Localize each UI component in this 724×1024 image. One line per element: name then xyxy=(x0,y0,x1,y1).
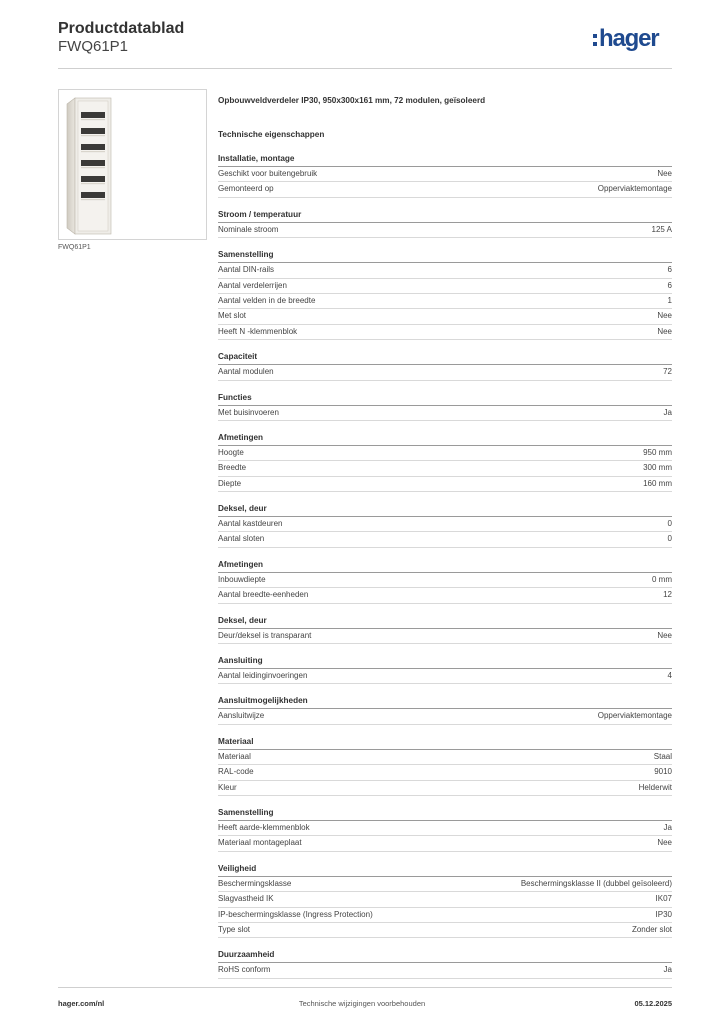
footer-notice: Technische wijzigingen voorbehouden xyxy=(298,999,426,1008)
spec-row xyxy=(218,781,672,796)
spec-key: Geschikt voor buitengebruik xyxy=(218,169,318,178)
spec-value: 1 xyxy=(667,295,672,305)
spec-key: Aantal breedte-eenheden xyxy=(218,590,309,600)
logo-dots-icon xyxy=(593,34,597,50)
spec-group-title: Deksel, deur xyxy=(218,504,672,517)
spec-group-title: Capaciteit xyxy=(218,352,672,365)
product-image-frame xyxy=(58,89,207,240)
spec-row xyxy=(218,629,672,644)
document-title: Productdatablad xyxy=(58,20,185,37)
spec-value: Ja xyxy=(663,965,672,975)
spec-value: Helderwit xyxy=(638,782,672,792)
spec-group-title: Aansluiting xyxy=(218,656,672,669)
spec-value: 0 xyxy=(667,519,672,529)
spec-row xyxy=(218,709,672,724)
spec-group-title: Afmetingen xyxy=(218,433,672,446)
spec-key: Heeft N -klemmenblok xyxy=(218,326,298,336)
spec-value: 72 xyxy=(663,367,672,377)
spec-row xyxy=(218,477,672,492)
spec-value: Nee xyxy=(657,838,672,848)
spec-value: 9010 xyxy=(654,767,672,777)
spec-value: Beschermingsklasse II (dubbel geïsoleerd) xyxy=(520,878,672,888)
spec-key: Aantal modulen xyxy=(218,367,274,377)
spec-row xyxy=(218,892,672,907)
spec-row xyxy=(218,821,672,836)
spec-key: Deur/deksel is transparant xyxy=(218,630,312,640)
spec-row xyxy=(218,309,672,324)
spec-row xyxy=(218,279,672,294)
spec-row xyxy=(218,750,672,765)
spec-row xyxy=(218,517,672,532)
spec-key: Beschermingsklasse xyxy=(218,878,292,888)
spec-key: Materiaal xyxy=(218,751,251,761)
spec-row xyxy=(218,182,672,197)
spec-key: Diepte xyxy=(218,478,242,488)
spec-row xyxy=(218,573,672,588)
spec-value: 0 mm xyxy=(652,574,672,584)
spec-group-title: Materiaal xyxy=(218,737,672,750)
spec-key: RoHS conform xyxy=(218,965,271,975)
product-image-label: FWQ61P1 xyxy=(58,244,91,251)
spec-key: Met slot xyxy=(218,311,247,321)
spec-key: Aantal kastdeuren xyxy=(218,519,283,529)
spec-value: 4 xyxy=(667,671,672,681)
spec-row xyxy=(218,294,672,309)
spec-key: Type slot xyxy=(218,924,251,934)
spec-key: Nominale stroom xyxy=(218,224,279,234)
spec-key: Aantal sloten xyxy=(218,534,265,544)
spec-key: Aantal verdelerrijen xyxy=(218,280,287,290)
spec-value: Staal xyxy=(653,751,672,761)
spec-value: 12 xyxy=(663,590,672,600)
spec-key: Met buisinvoeren xyxy=(218,407,279,417)
spec-row xyxy=(218,223,672,238)
spec-value: Ja xyxy=(663,407,672,417)
spec-value: Ja xyxy=(663,822,672,832)
spec-value: 125 A xyxy=(651,224,672,234)
spec-key: Inbouwdiepte xyxy=(218,574,266,584)
spec-row xyxy=(218,167,672,182)
spec-value: Nee xyxy=(657,326,672,336)
distribution-cabinet-image xyxy=(59,90,206,239)
spec-key: Aantal velden in de breedte xyxy=(218,295,316,305)
spec-row xyxy=(218,325,672,340)
spec-key: IP-beschermingsklasse (Ingress Protection) xyxy=(218,909,373,919)
document-subtitle: FWQ61P1 xyxy=(58,38,129,55)
spec-group-title: Samenstelling xyxy=(218,808,672,821)
spec-row xyxy=(218,963,672,978)
spec-key: Heeft aarde-klemmenblok xyxy=(218,822,310,832)
spec-key: Aansluitwijze xyxy=(218,711,265,721)
spec-row xyxy=(218,765,672,780)
spec-value: Nee xyxy=(657,169,672,178)
spec-value: 0 xyxy=(667,534,672,544)
product-specifications xyxy=(218,96,672,979)
spec-row xyxy=(218,263,672,278)
spec-row xyxy=(218,461,672,476)
spec-key: Slagvastheid IK xyxy=(218,894,274,904)
spec-row xyxy=(218,923,672,938)
spec-group-title: Installatie, montage xyxy=(218,154,672,167)
spec-key: Hoogte xyxy=(218,447,244,457)
spec-value: IP30 xyxy=(655,909,672,919)
spec-row xyxy=(218,908,672,923)
spec-group-title: Aansluitmogelijkheden xyxy=(218,696,672,709)
footer-website: hager.com/nl xyxy=(58,999,105,1008)
spec-key: Aantal DIN-rails xyxy=(218,265,275,275)
spec-key: RAL-code xyxy=(218,767,254,777)
spec-value: Opperviaktemontage xyxy=(597,184,672,194)
logo-text: hager xyxy=(599,25,659,52)
spec-group-title: Afmetingen xyxy=(218,560,672,573)
spec-group-title: Functies xyxy=(218,393,672,406)
spec-value: 6 xyxy=(667,280,672,290)
spec-value: 300 mm xyxy=(643,463,672,473)
spec-value: Opperviaktemontage xyxy=(597,711,672,721)
section-title: Technische eigenschappen xyxy=(218,130,325,139)
spec-groups xyxy=(218,154,672,979)
spec-key: Kleur xyxy=(218,782,237,792)
spec-value: 950 mm xyxy=(643,447,672,457)
spec-value: Zonder slot xyxy=(631,924,672,934)
spec-group-title: Veiligheid xyxy=(218,864,672,877)
spec-key: Breedte xyxy=(218,463,247,473)
spec-group-title: Stroom / temperatuur xyxy=(218,210,672,223)
spec-row xyxy=(218,669,672,684)
spec-row xyxy=(218,836,672,851)
spec-row xyxy=(218,877,672,892)
spec-value: Nee xyxy=(657,630,672,640)
footer-date: 05.12.2025 xyxy=(634,999,672,1008)
product-description: Opbouwveldverdeler IP30, 950x300x161 mm, 72 modulen, geïsoleerd xyxy=(218,96,486,105)
footer-divider xyxy=(58,987,672,988)
spec-group-title: Duurzaamheid xyxy=(218,950,672,963)
spec-value: 6 xyxy=(667,265,672,275)
spec-row xyxy=(218,406,672,421)
spec-row xyxy=(218,446,672,461)
spec-row xyxy=(218,532,672,547)
spec-key: Gemonteerd op xyxy=(218,184,274,194)
spec-key: Materiaal montageplaat xyxy=(218,838,302,848)
header-divider xyxy=(58,68,672,69)
spec-key: Aantal leidinginvoeringen xyxy=(218,671,308,681)
spec-group-title: Deksel, deur xyxy=(218,616,672,629)
spec-value: Nee xyxy=(657,311,672,321)
spec-value: 160 mm xyxy=(643,478,672,488)
spec-row xyxy=(218,588,672,603)
spec-group-title: Samenstelling xyxy=(218,250,672,263)
spec-row xyxy=(218,365,672,380)
spec-value: IK07 xyxy=(655,894,672,904)
